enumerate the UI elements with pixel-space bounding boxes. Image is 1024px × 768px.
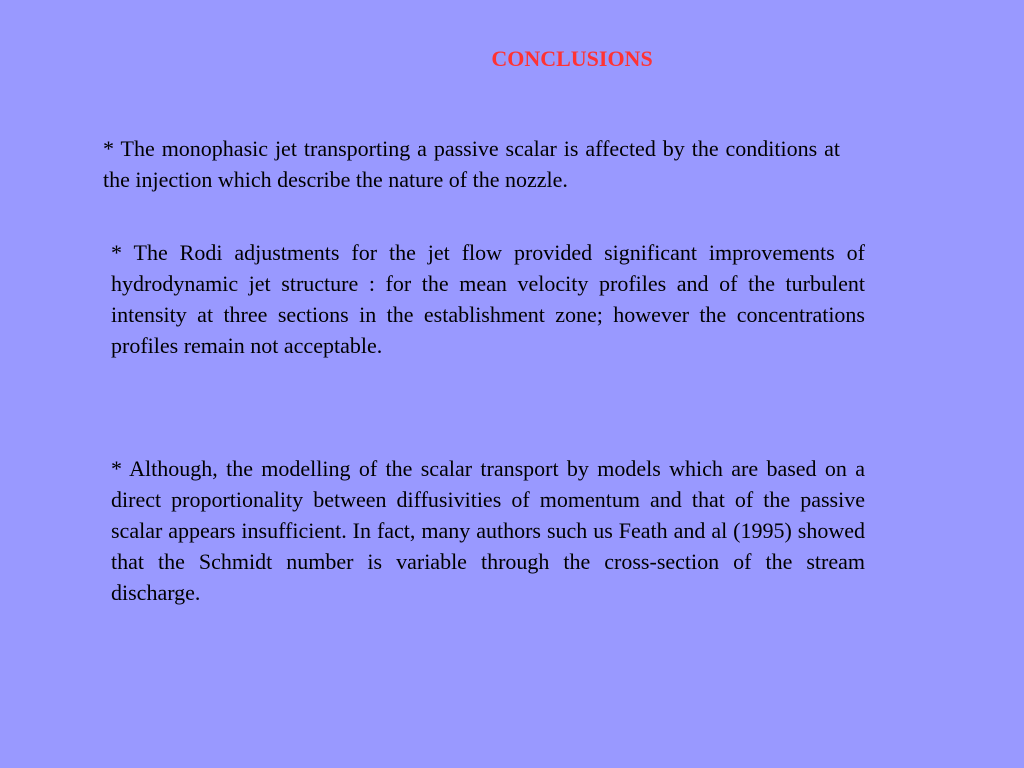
conclusion-paragraph-2: * The Rodi adjustments for the jet flow provided significant improvements of hydrodynamic jet structure : for the mean velocity profiles and of the turbulent intensity at three sections in the establishment zone; however the concentrations profiles remain not acceptable. [111, 240, 865, 358]
slide-title: CONCLUSIONS [491, 46, 653, 71]
conclusion-paragraph-3: * Although, the modelling of the scalar transport by models which are based on a direct proportionality between diffusivities of momentum and that of the passive scalar appears insufficient. In fact, many authors such us Feath and al (1995) showed that the Schmidt number is variable through the cross-section of the stream discharge. [111, 456, 865, 605]
conclusion-paragraph-1: * The monophasic jet transporting a passive scalar is affected by the conditions at the injection which describe the nature of the nozzle. [103, 136, 840, 192]
